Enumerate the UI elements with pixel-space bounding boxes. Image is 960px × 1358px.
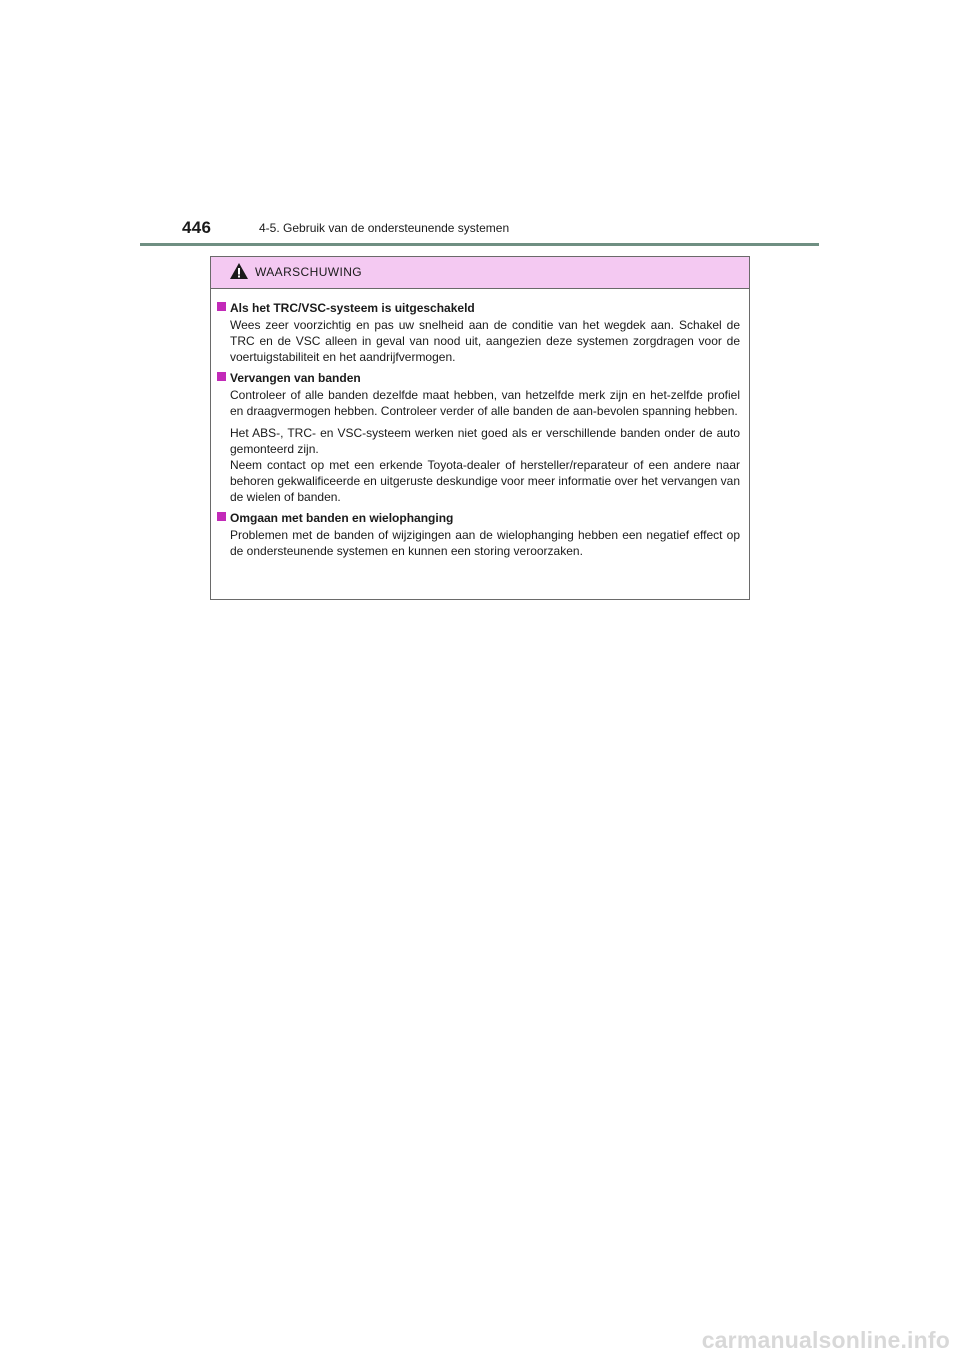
square-bullet-icon: [217, 372, 226, 381]
section-title: 4-5. Gebruik van de ondersteunende systemen: [259, 221, 510, 235]
warning-item: [211, 510, 749, 559]
warning-triangle-icon: [229, 262, 249, 280]
item-paragraph: Wees zeer voorzichtig en pas uw snelheid aan de conditie van het wegdek aan. Schakel de TRC en de VSC alleen in geval van nood uit, aangezien deze systemen zorgdragen voor de voertuigstabiliteit en het aandrijfvermogen.: [230, 318, 740, 364]
item-heading: Vervangen van banden: [230, 371, 361, 385]
item-paragraph: Problemen met de banden of wijzigingen aan de wielophanging hebben een negatief effect op de ondersteunende systemen en kunnen een storing veroorzaken.: [230, 528, 740, 558]
warning-box: [210, 256, 750, 600]
header-divider: [140, 243, 819, 246]
item-heading: Als het TRC/VSC-systeem is uitgeschakeld: [230, 301, 475, 315]
warning-item: [211, 300, 749, 365]
item-paragraph: Controleer of alle banden dezelfde maat hebben, van hetzelfde merk zijn en het-zelfde profiel en draagvermogen hebben. Controleer verder of alle banden de aan-bevolen spanning hebben.: [230, 388, 740, 418]
page-number: 446: [182, 218, 212, 237]
item-heading: Omgaan met banden en wielophanging: [230, 511, 454, 525]
square-bullet-icon: [217, 512, 226, 521]
warning-title: WAARSCHUWING: [255, 265, 363, 279]
item-paragraph: Neem contact op met een erkende Toyota-dealer of hersteller/reparateur of een andere naar behoren gekwalificeerde en uitgeruste deskundige voor meer informatie over het vervangen van de wielen of banden.: [230, 458, 740, 504]
item-paragraph: Het ABS-, TRC- en VSC-systeem werken niet goed als er verschillende banden onder de auto gemonteerd zijn.: [230, 426, 740, 456]
watermark: carmanualsonline.info: [701, 1327, 950, 1353]
warning-item: [211, 370, 749, 505]
warning-body: [211, 300, 749, 564]
square-bullet-icon: [217, 302, 226, 311]
warning-header: [211, 257, 749, 289]
